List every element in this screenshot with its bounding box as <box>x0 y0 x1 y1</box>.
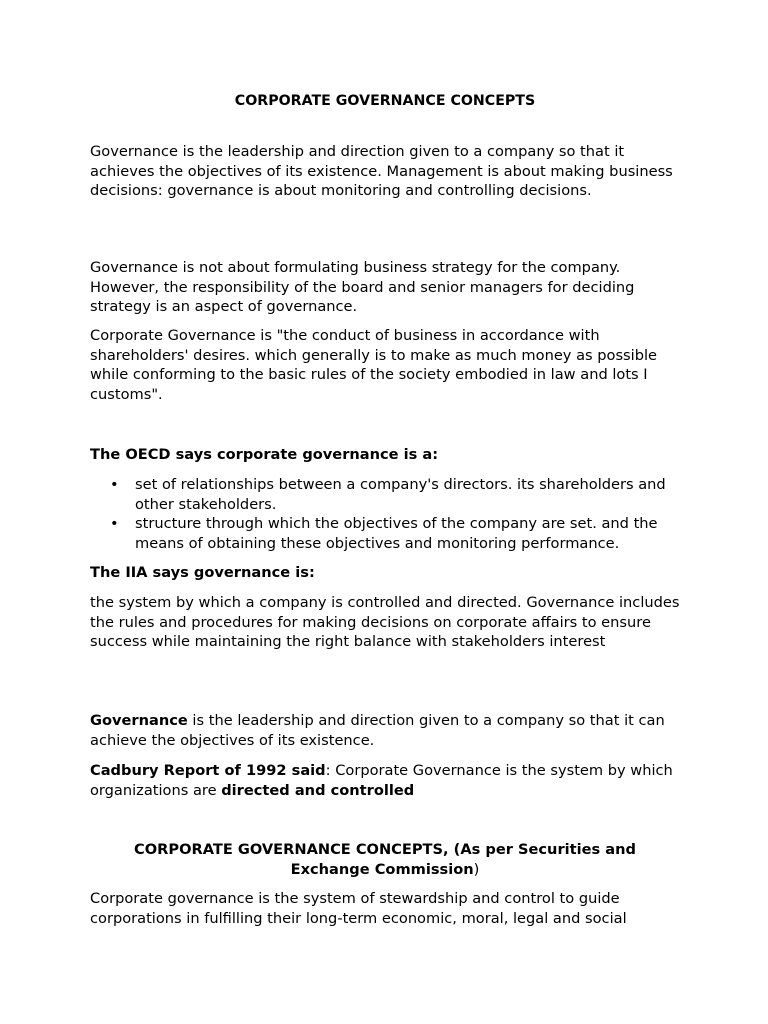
governance-leadership-text: is the leadership and direction given to a company so that it can achieve the objectives of its existence. <box>90 712 665 749</box>
sec-heading-paren: ) <box>473 860 480 878</box>
governance-term: Governance <box>90 712 188 729</box>
paragraph-sec-definition: Corporate governance is the system of stewardship and control to guide corporations in fulfilling their long-term economic, moral, legal and social <box>90 890 627 927</box>
list-item <box>90 475 680 514</box>
document-title: CORPORATE GOVERNANCE CONCEPTS <box>234 93 536 109</box>
bullet-icon: • <box>110 515 119 533</box>
list-item <box>90 514 680 553</box>
paragraph-cadbury-report <box>90 761 680 800</box>
iia-heading: The IIA says governance is: <box>90 564 315 581</box>
bullet-icon: • <box>110 476 119 493</box>
cadbury-report-text: : Corporate Governance is the system by which organizations are <box>90 762 673 799</box>
oecd-bullet-text: structure through which the objectives of the company are set. and the means of obtaining these objectives and monitoring performance. <box>135 515 658 553</box>
paragraph-governance-leadership <box>90 711 680 750</box>
oecd-bullet-list <box>90 475 680 554</box>
oecd-bullet-text: set of relationships between a company's directors. its shareholders and other stakeholders. <box>135 476 666 513</box>
cadbury-report-emphasis: directed and controlled <box>221 781 415 799</box>
paragraph-iia-definition: the system by which a company is controlled and directed. Governance includes the rules and procedures for making decisions on corporate affairs to ensure success while maintaining the right balance with stakeholders interest <box>90 594 680 651</box>
cadbury-report-label: Cadbury Report of 1992 said <box>90 762 326 779</box>
sec-heading-text: CORPORATE GOVERNANCE CONCEPTS, (As per Securities and Exchange Commission <box>134 841 636 878</box>
oecd-heading: The OECD says corporate governance is a: <box>90 446 439 463</box>
sec-heading <box>118 840 652 879</box>
paragraph-governance-strategy: Governance is not about formulating business strategy for the company. However, the responsibility of the board and senior managers for deciding strategy is an aspect of governance. <box>90 259 635 316</box>
paragraph-corporate-governance-quote: Corporate Governance is "the conduct of business in accordance with shareholders' desires. which generally is to make as much money as possible while conforming to the basic rules of the society embodied in law and lots I customs". <box>90 327 658 404</box>
paragraph-governance-definition: Governance is the leadership and direction given to a company so that it achieves the objectives of its existence. Management is about making business decisions: governance is about monitoring and controlling decisions. <box>90 143 673 200</box>
